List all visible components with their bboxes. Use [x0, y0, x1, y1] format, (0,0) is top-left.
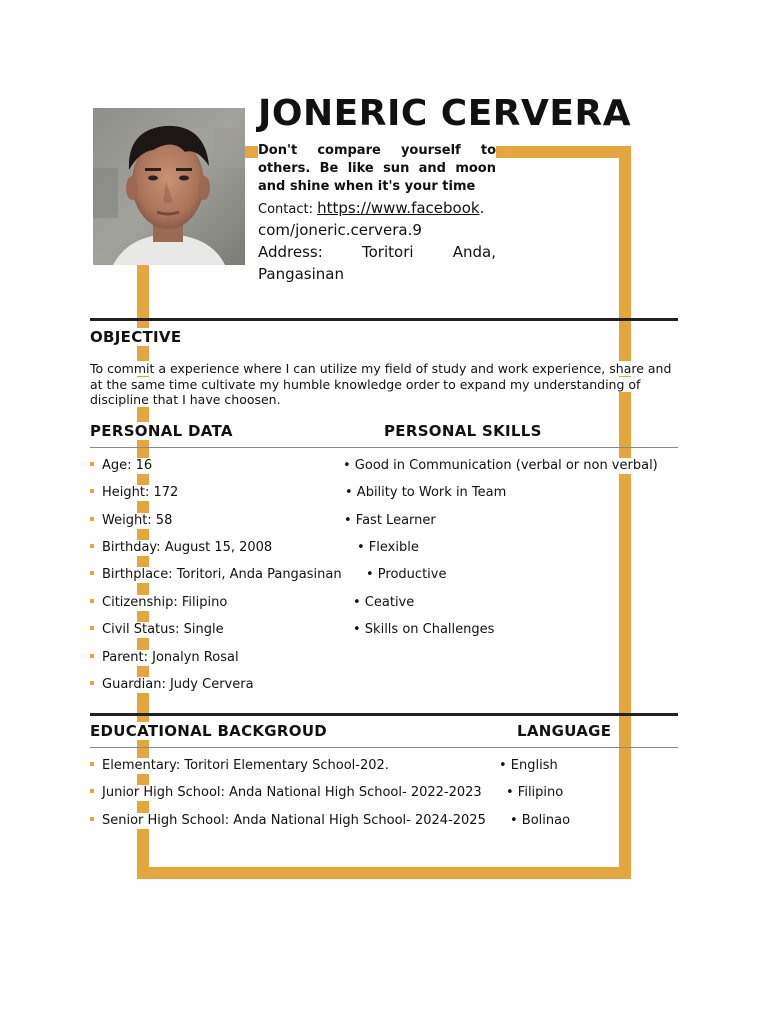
profile-photo	[93, 108, 245, 265]
facebook-link-continued[interactable]: com/joneric.cervera.9	[258, 221, 422, 239]
list-item: Elementary: Toritori Elementary School-202.	[90, 758, 393, 774]
list-item: Senior High School: Anda National High School- 2024-2025	[90, 813, 490, 829]
list-item: Citizenship: Filipino	[90, 595, 231, 611]
contact-label: Contact:	[258, 202, 313, 217]
divider-objective	[90, 318, 678, 321]
personal-skills-title: PERSONAL SKILLS	[384, 422, 546, 440]
bullet-icon	[90, 817, 94, 821]
bullet-icon	[90, 762, 94, 766]
bullet-icon	[90, 654, 94, 658]
bullet-icon	[90, 462, 94, 466]
bullet-icon	[90, 544, 94, 548]
divider-education	[90, 713, 678, 716]
list-item: • Good in Communication (verbal or non verbal)	[343, 458, 662, 474]
list-item: • Productive	[366, 567, 450, 583]
list-item: Birthplace: Toritori, Anda Pangasinan	[90, 567, 346, 583]
objective-text-content: To commit a experience where I can utilize my field of study and work experience, share and at the same time cultivate my humble knowledge order to expand my understanding of discipline that I have choosen.	[90, 361, 672, 407]
list-item: • Skills on Challenges	[353, 622, 498, 638]
objective-title: OBJECTIVE	[90, 328, 185, 346]
education-title: EDUCATIONAL BACKGROUD	[90, 722, 331, 740]
divider-education-thin	[90, 747, 678, 748]
list-item: Civil Status: Single	[90, 622, 228, 638]
language-title: LANGUAGE	[517, 722, 615, 740]
list-item: • Filipino	[506, 785, 567, 801]
list-item: • Ability to Work in Team	[345, 485, 510, 501]
header-info	[258, 142, 496, 285]
bullet-icon	[90, 571, 94, 575]
objective-text	[90, 361, 680, 408]
list-item: • Bolinao	[510, 813, 574, 829]
list-item: Height: 172	[90, 485, 182, 501]
facebook-link[interactable]: https://www.facebook	[317, 199, 480, 217]
list-item: Age: 16	[90, 458, 156, 474]
bullet-icon	[90, 681, 94, 685]
list-item: Weight: 58	[90, 513, 176, 529]
link-dot: .	[479, 199, 485, 217]
bullet-icon	[90, 789, 94, 793]
divider-personal	[90, 447, 678, 448]
list-item: Parent: Jonalyn Rosal	[90, 650, 243, 666]
list-item: Junior High School: Anda National High School- 2022-2023	[90, 785, 486, 801]
list-item: • Flexible	[357, 540, 423, 556]
contact-line	[258, 198, 496, 220]
bullet-icon	[90, 489, 94, 493]
candidate-name: JONERIC CERVERA	[258, 93, 632, 134]
bullet-icon	[90, 626, 94, 630]
list-item: • English	[499, 758, 562, 774]
bullet-icon	[90, 599, 94, 603]
list-item: Birthday: August 15, 2008	[90, 540, 276, 556]
list-item: • Ceative	[353, 595, 418, 611]
motto-quote: Don't compare yourself to others. Be like sun and moon and shine when it's your time	[258, 143, 496, 194]
list-item: Guardian: Judy Cervera	[90, 677, 258, 693]
address: Address: Toritori Anda, Pangasinan	[258, 243, 496, 283]
bullet-icon	[90, 517, 94, 521]
list-item: • Fast Learner	[344, 513, 440, 529]
personal-data-title: PERSONAL DATA	[90, 422, 237, 440]
